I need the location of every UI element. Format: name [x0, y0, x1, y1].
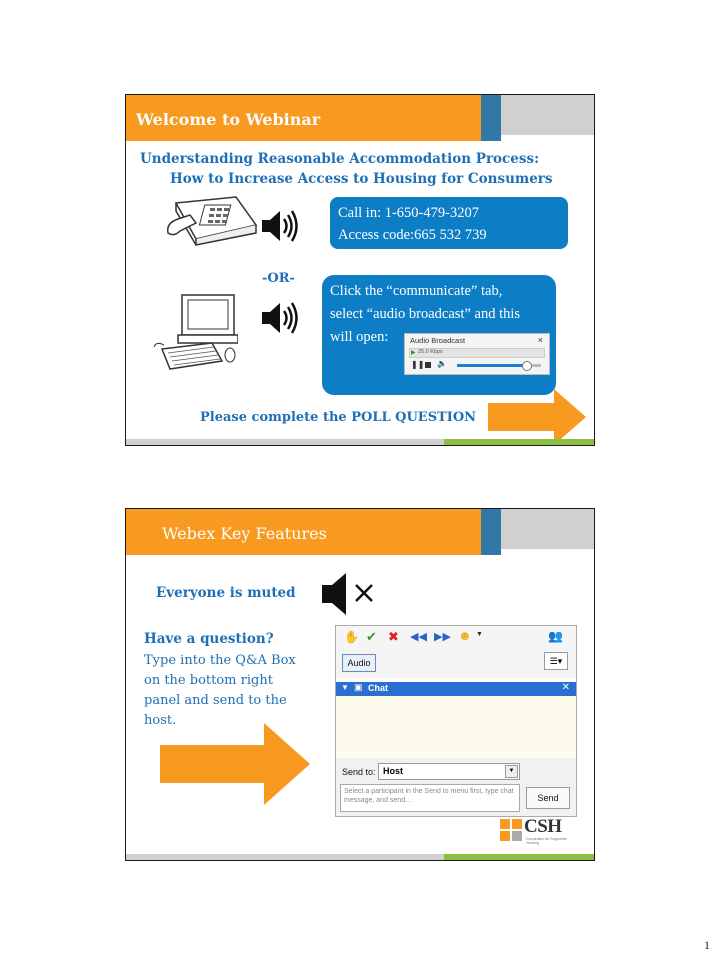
- x-icon[interactable]: ✖: [388, 629, 399, 644]
- instruction-box: [322, 275, 556, 395]
- footer-accent: [444, 854, 594, 860]
- title-stripe-blue: [481, 95, 501, 141]
- volume-slider[interactable]: [457, 364, 527, 367]
- chat-message-input[interactable]: Select a participant in the Send to menu first, type chat message, and send...: [340, 784, 520, 812]
- muted-text: Everyone is muted: [156, 585, 296, 601]
- question-body-line-1: Type into the Q&A Box: [144, 653, 296, 668]
- csh-logo-text: CSH: [524, 816, 562, 837]
- slide-title: Webex Key Features: [162, 524, 327, 543]
- raise-hand-icon[interactable]: ✋: [344, 630, 359, 644]
- csh-logo: [500, 817, 570, 847]
- speaker-icon-2: [260, 301, 300, 335]
- webex-panel: [335, 625, 577, 817]
- telephone-icon: [166, 193, 262, 249]
- send-to-label: Send to:: [342, 767, 376, 777]
- chat-bubble-icon: ▣: [354, 682, 363, 692]
- question-body-line-4: host.: [144, 713, 177, 728]
- slide-welcome: [125, 94, 595, 446]
- send-button[interactable]: Send: [526, 787, 570, 809]
- muted-speaker-icon: [320, 571, 380, 617]
- slide-title: Welcome to Webinar: [136, 110, 321, 129]
- call-in-box: [330, 197, 568, 249]
- chevron-down-icon[interactable]: ▼: [505, 765, 518, 778]
- instruction-line-3: will open:: [330, 329, 389, 345]
- title-gray-block: [501, 509, 595, 549]
- check-icon[interactable]: ✔: [366, 629, 377, 644]
- emoticon-icon[interactable]: ☻: [458, 628, 472, 643]
- audio-panel-close-icon[interactable]: ×: [537, 335, 543, 345]
- arrow-right-icon: [488, 389, 588, 445]
- rewind-icon[interactable]: ◀◀: [410, 631, 427, 643]
- list-options-icon[interactable]: ☰▾: [544, 652, 568, 670]
- question-body-line-2: on the bottom right: [144, 673, 273, 688]
- subtitle-line-1: Understanding Reasonable Accommodation Process:: [140, 151, 540, 167]
- send-to-select[interactable]: [378, 763, 520, 780]
- volume-icon: 🔈: [437, 359, 447, 368]
- question-body-line-3: panel and send to the: [144, 693, 287, 708]
- computer-icon: [152, 291, 238, 375]
- participants-icon[interactable]: 👥: [548, 629, 563, 643]
- instruction-line-1: Click the “communicate” tab,: [330, 283, 503, 299]
- title-gray-block: [501, 95, 595, 135]
- speaker-icon: [260, 209, 300, 243]
- poll-question-text: Please complete the POLL QUESTION: [200, 410, 477, 425]
- stop-icon[interactable]: [425, 362, 431, 368]
- emoticon-dropdown-icon[interactable]: ▼: [476, 631, 483, 638]
- question-body: [144, 651, 296, 731]
- instruction-line-2: select “audio broadcast” and this: [330, 306, 521, 322]
- or-label: -OR-: [262, 271, 295, 286]
- audio-rate: 25.0 Kbps: [418, 349, 443, 355]
- volume-slider-handle[interactable]: [522, 361, 532, 371]
- audio-panel-title: Audio Broadcast: [410, 336, 466, 345]
- audio-rate-bar: [409, 348, 545, 358]
- send-to-value: Host: [383, 766, 403, 776]
- audio-broadcast-panel: [404, 333, 550, 375]
- fast-forward-icon[interactable]: ▶▶: [434, 631, 451, 643]
- subtitle-line-2: How to Increase Access to Housing for Consumers: [170, 171, 553, 187]
- question-heading: Have a question?: [144, 631, 274, 647]
- arrow-right-icon: [160, 723, 312, 805]
- collapse-icon[interactable]: ▼: [341, 683, 349, 692]
- csh-logo-tagline: Corporation for Supportive Housing: [526, 837, 568, 845]
- footer-accent: [444, 439, 594, 445]
- page-number: 1: [704, 938, 710, 952]
- chat-close-icon[interactable]: ✕: [561, 682, 570, 693]
- access-code: Access code:665 532 739: [338, 227, 487, 243]
- title-stripe-blue: [481, 509, 501, 555]
- footer-bar: [126, 439, 444, 445]
- chat-label: Chat: [368, 683, 388, 693]
- slide-webex-features: [125, 508, 595, 861]
- call-in-number: Call in: 1-650-479-3207: [338, 205, 479, 221]
- pause-icon[interactable]: ❚❚: [411, 360, 425, 369]
- audio-button[interactable]: Audio: [342, 654, 376, 672]
- play-icon: ▶: [411, 350, 416, 356]
- chat-message-area: [336, 696, 576, 758]
- footer-bar: [126, 854, 444, 860]
